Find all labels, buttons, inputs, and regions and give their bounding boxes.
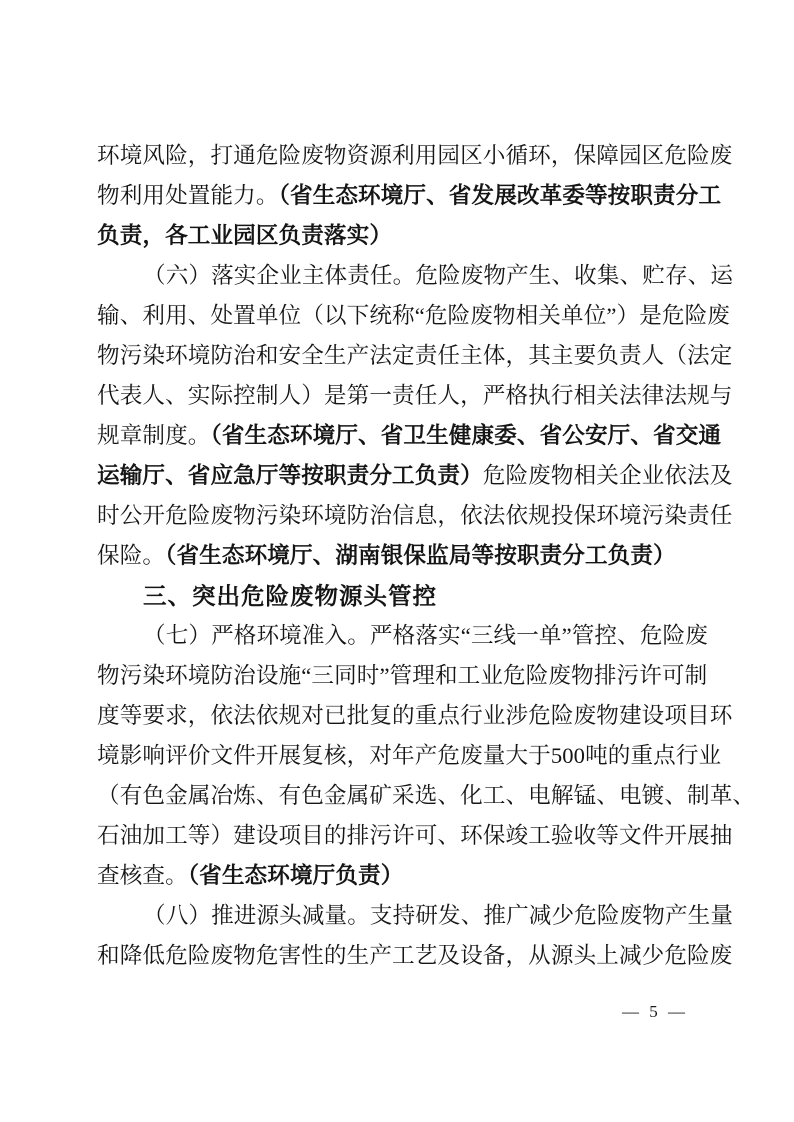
text-line: [97, 736, 737, 776]
text-segment: 物利用处置能力。: [97, 183, 279, 208]
text-segment: 危险废物相关企业依法及: [482, 463, 733, 488]
text-line: [97, 856, 737, 896]
text-segment: 代表人、实际控制人）是第一责任人，严格执行相关法律法规与: [97, 383, 733, 408]
bold-text-segment: （省生态环境厅、省卫生健康委、省公安厅、省交通: [210, 423, 722, 448]
page-number: — 5 —: [622, 1002, 688, 1021]
bold-text-segment: （省生态环境厅负责）: [187, 863, 404, 888]
text-segment: （有色金属冶炼、有色金属矿采选、化工、电解锰、电镀、制革、: [97, 783, 756, 808]
text-segment: 物污染环境防治设施“三同时”管理和工业危险废物排污许可制: [97, 663, 708, 688]
text-segment: 环境风险，打通危险废物资源利用园区小循环，保障园区危险废: [97, 143, 733, 168]
text-line: [97, 416, 737, 456]
text-segment: 保险。: [97, 543, 166, 568]
document-body: [97, 136, 756, 976]
section-heading: [97, 576, 737, 616]
text-segment: 度等要求，依法依规对已批复的重点行业涉危险废物建设项目环: [97, 703, 733, 728]
text-line: [97, 616, 737, 656]
bold-text-segment: （省生态环境厅、湖南银保监局等按职责分工负责）: [165, 543, 676, 568]
text-line: [97, 536, 737, 576]
text-segment: 时公开危险废物污染环境防治信息，依法依规投保环境污染责任: [97, 503, 733, 528]
text-segment: （六）落实企业主体责任。危险废物产生、收集、贮存、运: [143, 263, 734, 288]
text-line: [97, 216, 737, 256]
text-line: [97, 496, 737, 536]
text-segment: （八）推进源头减量。支持研发、推广减少危险废物产生量: [143, 903, 734, 928]
text-segment: 输、利用、处置单位（以下统称“危险废物相关单位”）是危险废: [97, 303, 730, 328]
text-segment: （七）严格环境准入。严格落实“三线一单”管控、危险废: [143, 623, 708, 648]
bold-text-segment: 三、突出危险废物源头管控: [143, 583, 437, 609]
text-segment: 境影响评价文件开展复核，对年产危废量大于500吨的重点行业: [97, 743, 722, 768]
text-line: [97, 256, 737, 296]
text-segment: 规章制度。: [97, 423, 211, 448]
bold-text-segment: 负责，各工业园区负责落实）: [97, 223, 393, 248]
text-segment: 石油加工等）建设项目的排污许可、环保竣工验收等文件开展抽: [97, 823, 733, 848]
text-line: [97, 296, 737, 336]
text-line: [97, 696, 737, 736]
text-line: [97, 136, 737, 176]
text-segment: 和降低危险废物危害性的生产工艺及设备，从源头上减少危险废: [97, 943, 733, 968]
text-line: [97, 336, 737, 376]
text-line: [97, 776, 756, 816]
text-line: [97, 816, 737, 856]
text-line: [97, 656, 737, 696]
text-segment: 物污染环境防治和安全生产法定责任主体，其主要负责人（法定: [97, 343, 733, 368]
text-line: [97, 376, 737, 416]
text-line: [97, 456, 737, 496]
text-segment: 查核查。: [97, 863, 188, 888]
bold-text-segment: （省生态环境厅、省发展改革委等按职责分工: [278, 183, 722, 208]
text-line: [97, 936, 737, 976]
text-line: [97, 896, 737, 936]
text-line: [97, 176, 737, 216]
bold-text-segment: 运输厅、省应急厅等按职责分工负责）: [97, 463, 483, 488]
